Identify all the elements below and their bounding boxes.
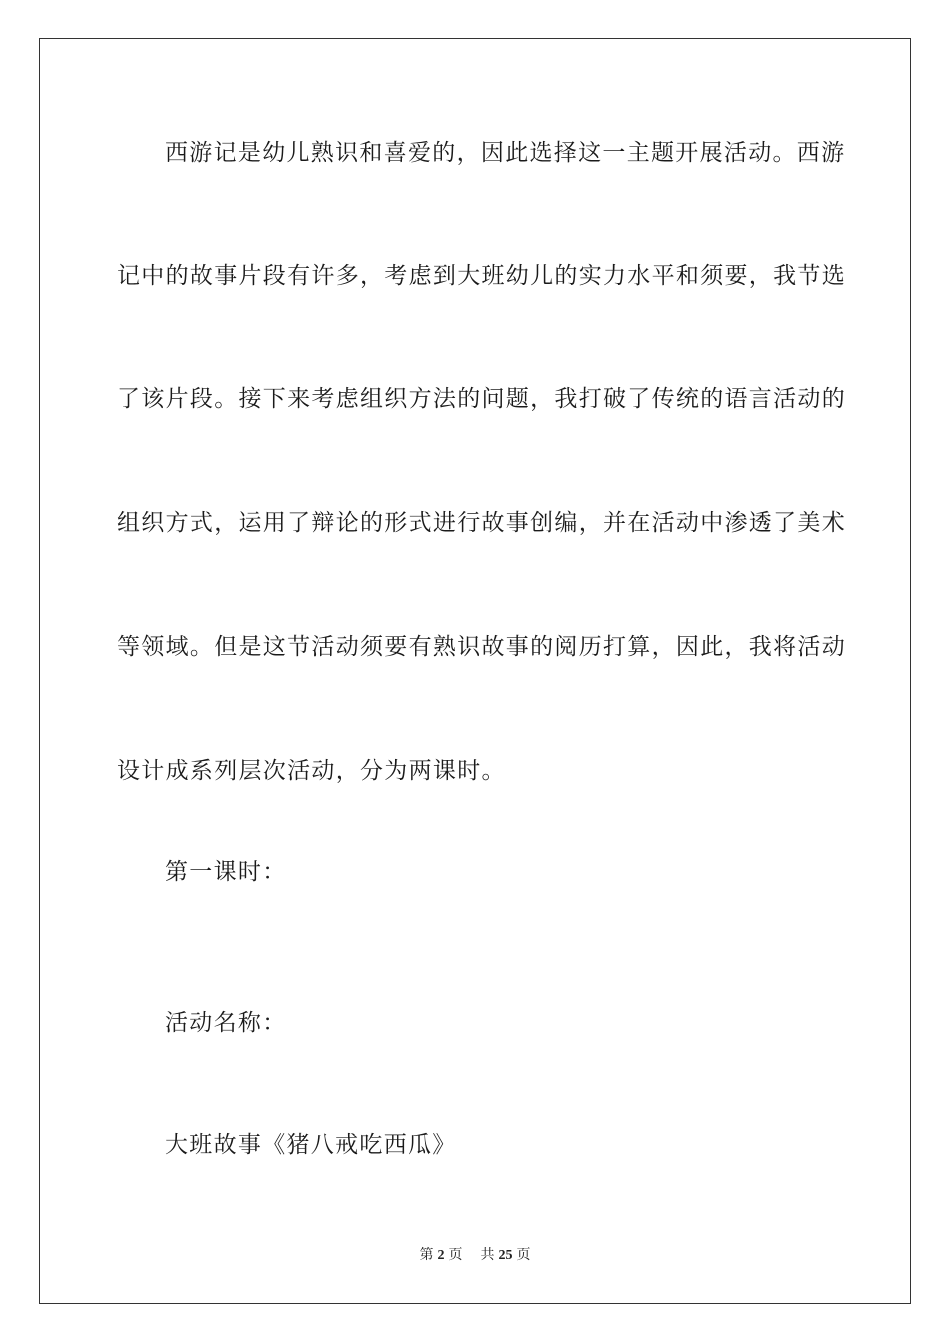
paragraph-line-1: 西游记是幼儿熟识和喜爱的，因此选择这一主题开展活动。西游 — [165, 140, 846, 166]
paragraph-line-4: 组织方式，运用了辩论的形式进行故事创编，并在活动中渗透了美术 — [117, 510, 846, 536]
page-number: 2 — [437, 1248, 445, 1263]
page-prefix: 第 — [419, 1248, 434, 1263]
paragraph-line-3: 了该片段。接下来考虑组织方法的问题，我打破了传统的语言活动的 — [117, 386, 846, 412]
page-suffix: 页 — [448, 1248, 463, 1263]
total-suffix: 页 — [516, 1248, 531, 1263]
total-prefix: 共 — [480, 1248, 495, 1263]
activity-name-label: 活动名称： — [165, 1010, 287, 1036]
paragraph-line-6: 设计成系列层次活动，分为两课时。 — [117, 758, 506, 784]
total-pages: 25 — [498, 1248, 513, 1263]
paragraph-line-2: 记中的故事片段有许多，考虑到大班幼儿的实力水平和须要，我节选 — [117, 263, 846, 289]
paragraph-line-5: 等领域。但是这节活动须要有熟识故事的阅历打算，因此，我将活动 — [117, 634, 846, 660]
activity-title: 大班故事《猪八戒吃西瓜》 — [165, 1132, 457, 1158]
lesson-heading: 第一课时： — [165, 859, 287, 885]
page-footer — [0, 1247, 950, 1265]
page-frame — [39, 38, 911, 1304]
